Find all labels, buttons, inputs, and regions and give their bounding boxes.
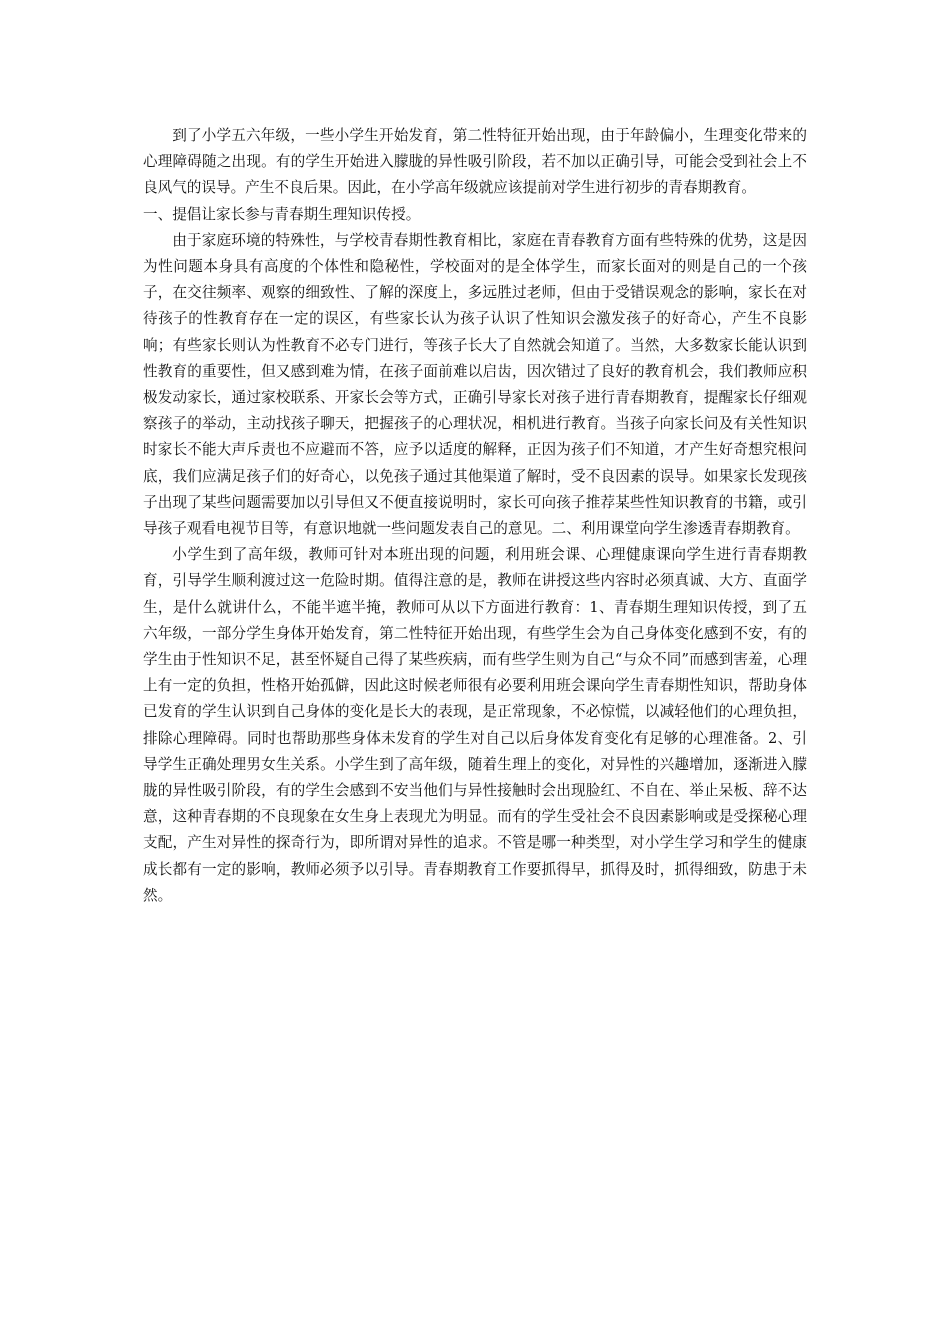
intro-paragraph: 到了小学五六年级，一些小学生开始发育，第二性特征开始出现，由于年龄偏小，生理变化带来的心理障碍随之出现。有的学生开始进入朦胧的异性吸引阶段，若不加以正确引导，可能会受到社会上不良风气的误导。产生不良后果。因此，在小学高年级就应该提前对学生进行初步的青春期教育。	[143, 127, 807, 197]
document-body	[143, 123, 807, 909]
classroom-education-paragraph: 小学生到了高年级，教师可针对本班出现的问题，利用班会课、心理健康课向学生进行青春期教育，引导学生顺利渡过这一危险时期。值得注意的是，教师在讲授这些内容时必须真诚、大方、直面学生，是什么就讲什么，不能半遮半掩，教师可从以下方面进行教育：1、青春期生理知识传授，到了五六年级，一部分学生身体开始发育，第二性特征开始出现，有些学生会为自己身体变化感到不安，有的学生由于性知识不足，甚至怀疑自己得了某些疾病，而有些学生则为自己“与众不同”而感到害羞，心理上有一定的负担，性格开始孤僻，因此这时候老师很有必要利用班会课向学生青春期性知识，帮助身体已发育的学生认识到自己身体的变化是长大的表现，是正常现象，不必惊慌，以减轻他们的心理负担，排除心理障碍。同时也帮助那些身体未发育的学生对自己以后身体发育变化有足够的心理准备。2、引导学生正确处理男女生关系。小学生到了高年级，随着生理上的变化，对异性的兴趣增加，逐渐进入朦胧的异性吸引阶段，有的学生会感到不安当他们与异性接触时会出现脸红、不自在、举止呆板、辞不达意，这种青春期的不良现象在女生身上表现尤为明显。而有的学生受社会不良因素影响或是受探秘心理支配，产生对异性的探奇行为，即所谓对异性的追求。不管是哪一种类型，对小学生学习和学生的健康成长都有一定的影响，教师必须予以引导。青春期教育工作要抓得早，抓得及时，抓得细致，防患于未然。	[143, 546, 807, 904]
section-heading: 一、提倡让家长参与青春期生理知识传授。	[143, 205, 421, 223]
parent-education-paragraph: 由于家庭环境的特殊性，与学校青春期性教育相比，家庭在青春教育方面有些特殊的优势，这是因为性问题本身具有高度的个体性和隐秘性，学校面对的是全体学生，而家长面对的则是自己的一个孩子，在交往频率、观察的细致性、了解的深度上，多远胜过老师，但由于受错误观念的影响，家长在对待孩子的性教育存在一定的误区，有些家长认为孩子认识了性知识会激发孩子的好奇心，产生不良影响；有些家长则认为性教育不必专门进行，等孩子长大了自然就会知道了。当然，大多数家长能认识到性教育的重要性，但又感到难为情，在孩子面前难以启齿，因次错过了良好的教育机会，我们教师应积极发动家长，通过家校联系、开家长会等方式，正确引导家长对孩子进行青春期教育，提醒家长仔细观察孩子的举动，主动找孩子聊天，把握孩子的心理状况，相机进行教育。当孩子向家长问及有关性知识时家长不能大声斥责也不应避而不答，应予以适度的解释，正因为孩子们不知道，才产生好奇想究根问底，我们应满足孩子们的好奇心，以免孩子通过其他渠道了解时，受不良因素的误导。如果家长发现孩子出现了某些问题需要加以引导但又不便直接说明时，家长可向孩子推荐某些性知识教育的书籍，或引导孩子观看电视节目等，有意识地就一些问题发表自己的意见。二、利用课堂向学生渗透青春期教育。	[143, 231, 807, 538]
